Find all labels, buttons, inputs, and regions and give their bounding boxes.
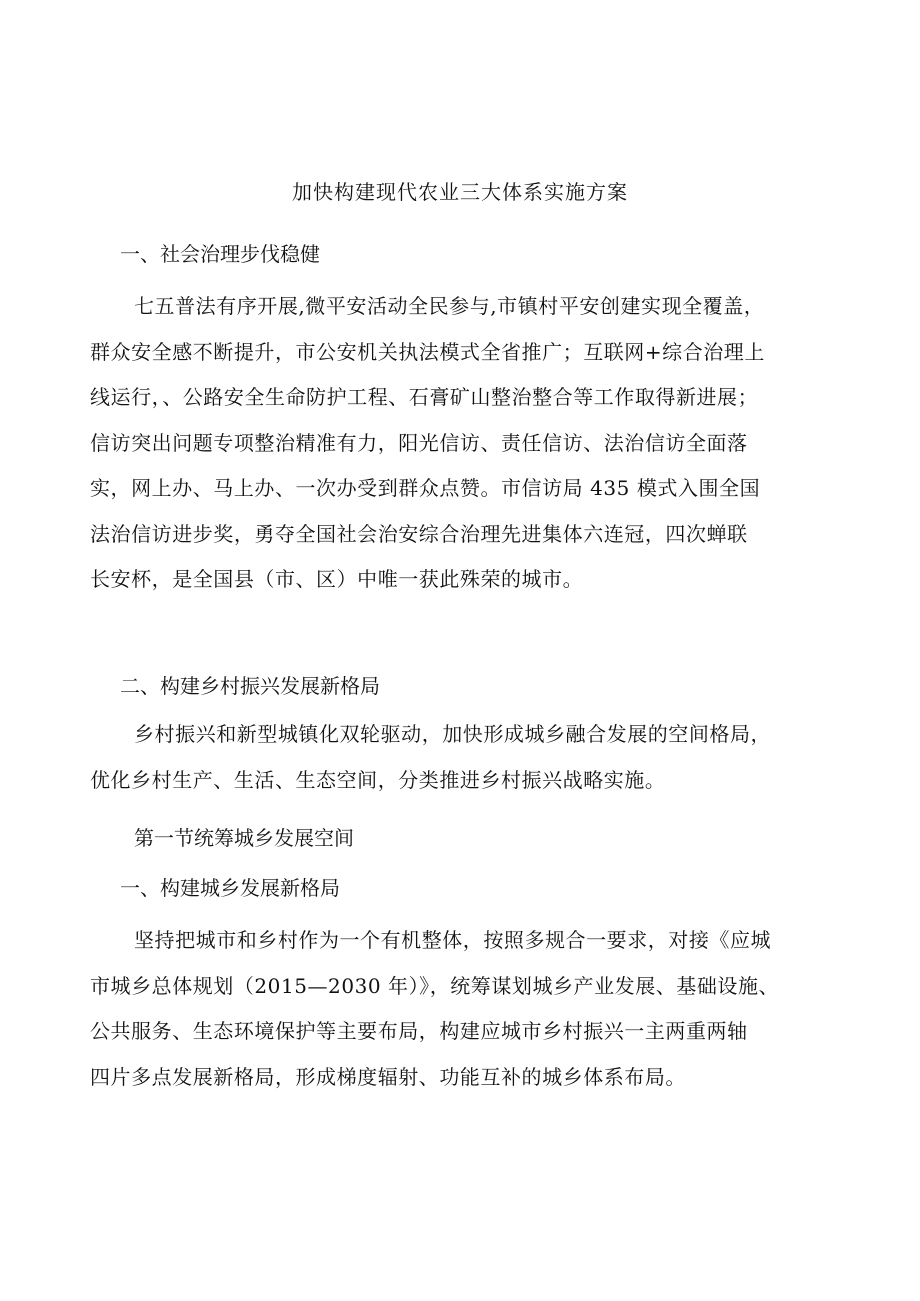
section-heading: 二、构建乡村振兴发展新格局 xyxy=(120,674,380,698)
paragraph-line: 实，网上办、马上办、一次办受到群众点赞。市信访局 435 模式入围全国 xyxy=(90,476,761,500)
paragraph-line: 优化乡村生产、生活、生态空间，分类推进乡村振兴战略实施。 xyxy=(90,767,666,792)
paragraph-line: 乡村振兴和新型城镇化双轮驱动，加快形成城乡融合发展的空间格局， xyxy=(134,722,772,746)
paragraph-line: 群众安全感不断提升，市公安机关执法模式全省推广；互联网+综合治理上 xyxy=(90,339,765,364)
subsection-heading: 第一节统筹城乡发展空间 xyxy=(134,826,354,850)
paragraph xyxy=(90,284,846,603)
paragraph-line: 长安杯，是全国县（市、区）中唯一获此殊荣的城市。 xyxy=(90,567,584,591)
paragraph-line: 四片多点发展新格局，形成梯度辐射、功能互补的城乡体系布局。 xyxy=(90,1064,686,1089)
document-title: 加快构建现代农业三大体系实施方案 xyxy=(292,180,628,204)
paragraph-line: 线运行，、公路安全生命防护工程、石膏矿山整治整合等工作取得新进展； xyxy=(90,385,759,409)
paragraph-line: 信访突出问题专项整治精准有力，阳光信访、责任信访、法治信访全面落 xyxy=(90,430,748,455)
paragraph xyxy=(90,712,846,803)
paragraph-line: 公共服务、生态环境保护等主要布局，构建应城市乡村振兴一主两重两轴 xyxy=(90,1019,748,1043)
paragraph-line: 七五普法有序开展,微平安活动全民参与,市镇村平安创建实现全覆盖， xyxy=(134,294,765,318)
paragraph-line: 市城乡总体规划（2015—2030 年）》，统筹谋划城乡产业发展、基础设施、 xyxy=(90,973,780,998)
paragraph-line: 法治信访进步奖，勇夺全国社会治安综合治理先进集体六连冠，四次蝉联 xyxy=(90,521,748,546)
section-heading: 一、社会治理步伐稳健 xyxy=(120,242,320,266)
paragraph xyxy=(90,918,846,1100)
section-heading: 一、构建城乡发展新格局 xyxy=(120,876,340,900)
paragraph-line: 坚持把城市和乡村作为一个有机整体，按照多规合一要求，对接《应城 xyxy=(134,928,772,952)
